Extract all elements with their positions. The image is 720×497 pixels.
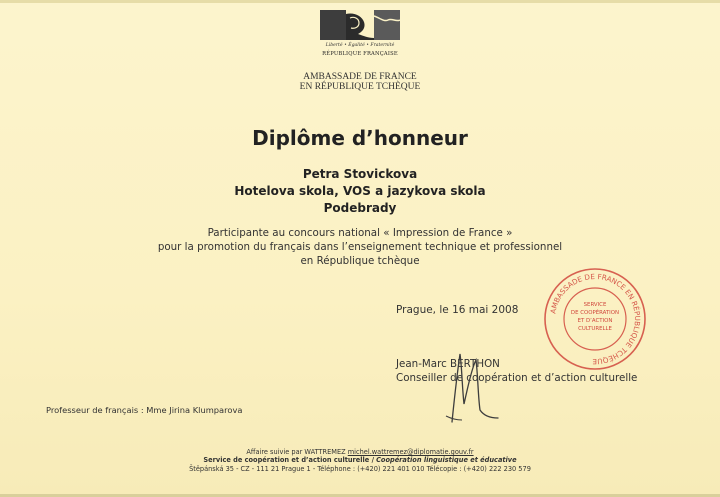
embassy-name-line1: AMBASSADE DE FRANCE — [303, 72, 417, 82]
republique-francaise-logo — [318, 10, 402, 62]
footer-address: Štěpánská 35 - CZ - 111 21 Prague 1 - Téléphone : (+420) 221 401 010 Télécopie : (+420) 222 230 579 — [189, 465, 531, 473]
recipient-city: Podebrady — [323, 201, 397, 215]
footer-service-italic: Coopération linguistique et éducative — [376, 456, 517, 464]
footer-service — [110, 456, 610, 464]
stamp-center-line3: ET D’ACTION — [577, 318, 613, 324]
issue-date: Prague, le 16 mai 2008 — [396, 304, 519, 316]
stamp-center-line2: DE COOPÉRATION — [570, 310, 620, 316]
stamp-center-line4: CULTURELLE — [578, 326, 612, 332]
embassy-name-line2: EN RÉPUBLIQUE TCHÈQUE — [299, 82, 421, 92]
description-line2: pour la promotion du français dans l’enseignement technique et professionnel — [157, 241, 563, 253]
footer-affaire-prefix: Affaire suivie par WATTREMEZ — [246, 448, 346, 456]
recipient-name: Petra Stovickova — [302, 167, 418, 181]
logo-motto: Liberté • Égalité • Fraternité — [325, 43, 395, 48]
official-stamp — [542, 266, 648, 372]
description-line1: Participante au concours national « Impression de France » — [207, 227, 513, 239]
description-line3: en République tchèque — [300, 255, 420, 267]
footer-service-name: Service de coopération et d’action culturelle / — [203, 456, 374, 464]
signatory-name: Jean-Marc BERTHON — [396, 358, 500, 370]
handwritten-signature — [438, 346, 502, 426]
stamp-center-line1: SERVICE — [583, 302, 607, 308]
diploma-title: Diplôme d’honneur — [252, 126, 468, 150]
stamp-ring-text: AMBASSADE DE FRANCE EN RÉPUBLIQUE TCHÈQUE — [548, 271, 643, 367]
marianne-logo-icon — [320, 10, 400, 40]
signatory-role: Conseiller de coopération et d’action culturelle — [396, 372, 638, 384]
footer-email-link[interactable]: michel.wattremez@diplomatie.gouv.fr — [347, 448, 474, 456]
logo-country-name: RÉPUBLIQUE FRANÇAISE — [322, 51, 398, 57]
page-edge-top — [0, 0, 720, 3]
footer-affaire — [110, 448, 610, 456]
recipient-school: Hotelova skola, VOS a jazykova skola — [234, 184, 486, 198]
teacher-name: Professeur de français : Mme Jirina Klumparova — [46, 405, 243, 415]
